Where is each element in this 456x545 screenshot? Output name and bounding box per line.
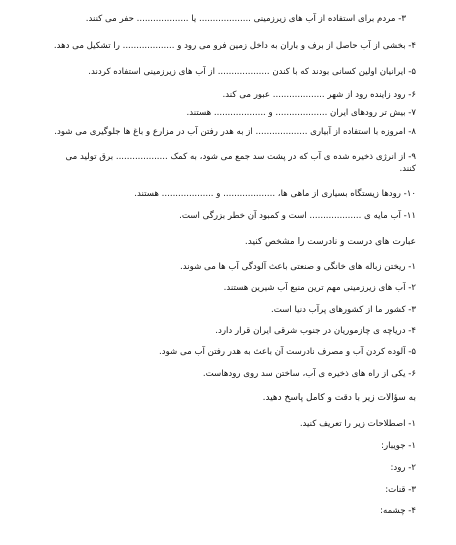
fill-in-item-4: ۴- بخشی از آب حاصل از برف و باران به داخل زمین فرو می رود و ................... را تشکیل می دهد. <box>53 41 416 51</box>
true-false-item-3: ۳- کشور ما از کشورهای پرآب دنیا است. <box>271 305 416 315</box>
term-cheshmeh: ۴- چشمه: <box>380 506 416 516</box>
term-rood: ۲- رود: <box>390 463 416 473</box>
term-jooybar: ۱- جویبار: <box>381 441 416 451</box>
term-qanat: ۳- قنات: <box>385 485 416 495</box>
fill-in-item-9: ۹- از انرژی ذخیره شده ی آب که در پشت سد جمع می شود، به کمک ................... برق تولید می <box>65 152 416 162</box>
fill-in-item-8: ۸- امروزه با استفاده از آبیاری ................... از به هدر رفتن آب در مزارع و باغ ها جلوگیری می شود. <box>54 127 416 137</box>
fill-in-item-7: ۷- بیش تر رودهای ایران ................... و ................... هستند. <box>186 108 416 118</box>
true-false-item-4: ۴- دریاچه ی چازموریان در جنوب شرقی ایران قرار دارد. <box>215 326 416 336</box>
fill-in-item-5: ۵- ایرانیان اولین کسانی بودند که با کندن ................... از آب های زیرزمینی استفاده کردند. <box>88 67 416 77</box>
fill-in-item-6: ۶- رود زاینده رود از شهر ................... عبور می کند. <box>222 90 416 100</box>
true-false-item-6: ۶- یکی از راه های ذخیره ی آب، ساختن سد روی رودهاست. <box>202 369 416 379</box>
fill-in-item-10: ۱۰- رودها زیستگاه بسیاری از ماهی ها، ................... و ................... هستند. <box>134 189 416 199</box>
true-false-heading: عبارت های درست و نادرست را مشخص کنید. <box>244 237 416 247</box>
answer-question-1: ۱- اصطلاحات زیر را تعریف کنید. <box>299 419 416 429</box>
fill-in-item-3: ۳- مردم برای استفاده از آب های زیرزمینی ................... یا ................... حفر می کنند. <box>85 14 406 24</box>
fill-in-item-9-continued: کنند. <box>399 164 416 174</box>
true-false-item-5: ۵- آلوده کردن آب و مصرف نادرست آن باعث به هدر رفتن آب می شود. <box>159 347 416 357</box>
fill-in-item-11: ۱۱- آب مایه ی ................... است و کمبود آن خطر بزرگی است. <box>179 211 416 221</box>
true-false-item-2: ۲- آب های زیرزمینی مهم ترین منبع آب شیرین هستند. <box>223 283 416 293</box>
answer-section-heading: به سؤالات زیر با دقت و کامل پاسخ دهید. <box>262 393 416 403</box>
true-false-item-1: ۱- ریختن زباله های خانگی و صنعتی باعث آلودگی آب ها می شوند. <box>180 262 416 272</box>
